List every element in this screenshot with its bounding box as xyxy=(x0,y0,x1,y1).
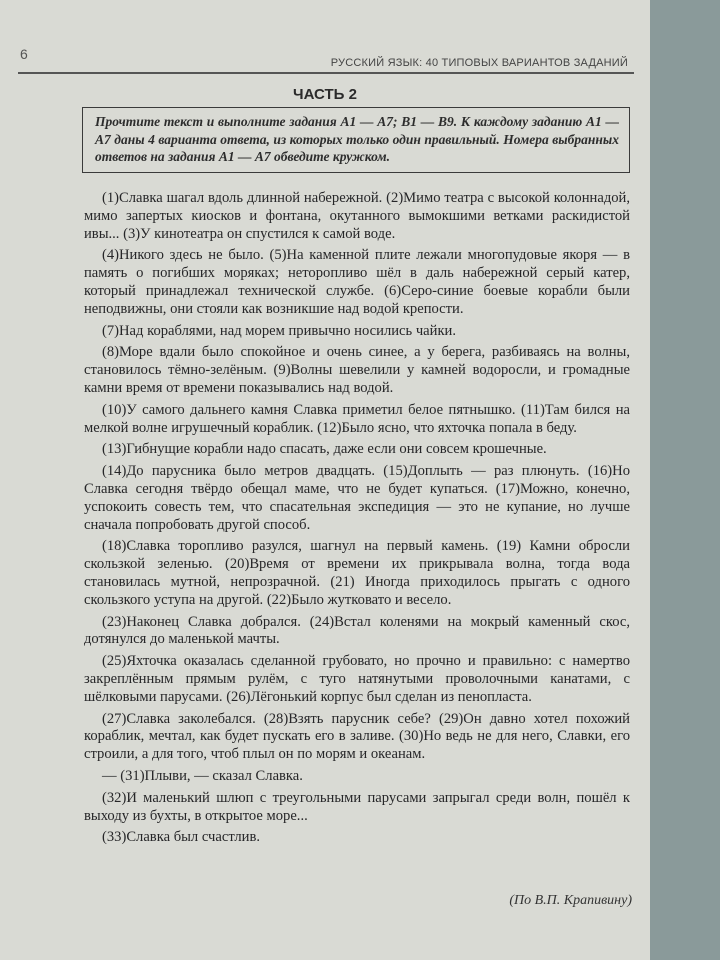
paragraph: — (31)Плыви, — сказал Славка. xyxy=(102,767,303,784)
paragraph: (18)Славка торопливо разулся, шагнул на первый камень. (19) Камни обросли скользкой зеленью. (20)Время от времени их прикрывала волна, тогда вода становилась мутной, непрозрачной. (21) Иногда приходилось прыгать с одного скользкого уступа на другой. (22)Было жутковато и весело. xyxy=(84,538,630,608)
attribution: (По В.П. Крапивину) xyxy=(509,893,632,908)
paragraph: (1)Славка шагал вдоль длинной набережной. (2)Мимо театра с высокой колоннадой, мимо запертых киосков и фонтана, окутанного вымокшими ветками раскидистой ивы... (3)У кинотеатра он спустился к самой воде. xyxy=(84,190,630,242)
paragraph: (7)Над кораблями, над морем привычно носились чайки. xyxy=(102,322,456,339)
part-title: ЧАСТЬ 2 xyxy=(293,86,357,103)
paragraph: (14)До парусника было метров двадцать. (15)Доплыть — раз плюнуть. (16)Но Славка сегодня твёрдо обещал маме, что не будет купаться. (17)Можно, конечно, успокоить совесть тем, что спасательная экспедиция — это не купание, но лучше сначала попробовать другой способ. xyxy=(84,463,630,533)
paragraph: (25)Яхточка оказалась сделанной грубовато, но прочно и правильно: с намертво закреплённым прямым рулём, с туго натянутыми проволочными канатами, с шёлковыми парусами. (26)Лёгонький корпус был сделан из пенопласта. xyxy=(84,653,630,705)
text-body xyxy=(84,190,630,851)
header-rule xyxy=(18,72,634,74)
paragraph: (23)Наконец Славка добрался. (24)Встал коленями на мокрый каменный скос, дотянулся до маленькой мачты. xyxy=(84,613,630,648)
paragraph: (13)Гибнущие корабли надо спасать, даже если они совсем крошечные. xyxy=(102,441,547,458)
instructions-box: Прочтите текст и выполните задания А1 — А7; В1 — В9. К каждому заданию А1 — А7 даны 4 варианта ответа, из которых только один правильный. Номера выбранных ответов на задания А1 — А7 обведите кружком. xyxy=(82,107,630,173)
paragraph: (27)Славка заколебался. (28)Взять парусник себе? (29)Он давно хотел похожий кораблик, мечтал, как будет пускать его в заливе. (30)Но ведь не для него, Славки, его строили, а для того, чтоб плыл он по морям и океанам. xyxy=(84,710,630,763)
paragraph: (10)У самого дальнего камня Славка приметил белое пятнышко. (11)Там бился на мелкой волне игрушечный кораблик. (12)Было ясно, что яхточка попала в беду. xyxy=(84,401,630,436)
running-head: РУССКИЙ ЯЗЫК: 40 ТИПОВЫХ ВАРИАНТОВ ЗАДАНИЙ xyxy=(330,57,628,69)
paragraph: (33)Славка был счастлив. xyxy=(102,829,260,846)
paragraph: (8)Море вдали было спокойное и очень синее, а у берега, разбиваясь на волны, становилось тёмно-зелёным. (9)Волны шевелили у камней водоросли, и громадные камни время от времени показывались над водой. xyxy=(84,344,630,396)
paragraph: (4)Никого здесь не было. (5)На каменной плите лежали многопудовые якоря — в память о погибших моряках; неторопливо шёл в даль набережной серый катер, который принадлежал технической службе. (6)Серо-синие боевые корабли были неподвижны, они стояли как возникшие над водой крепости. xyxy=(84,247,630,317)
paragraph: (32)И маленький шлюп с треугольными парусами запрыгал среди волн, пошёл к выходу из бухты, в открытое море... xyxy=(84,789,630,824)
page-number: 6 xyxy=(20,46,28,62)
